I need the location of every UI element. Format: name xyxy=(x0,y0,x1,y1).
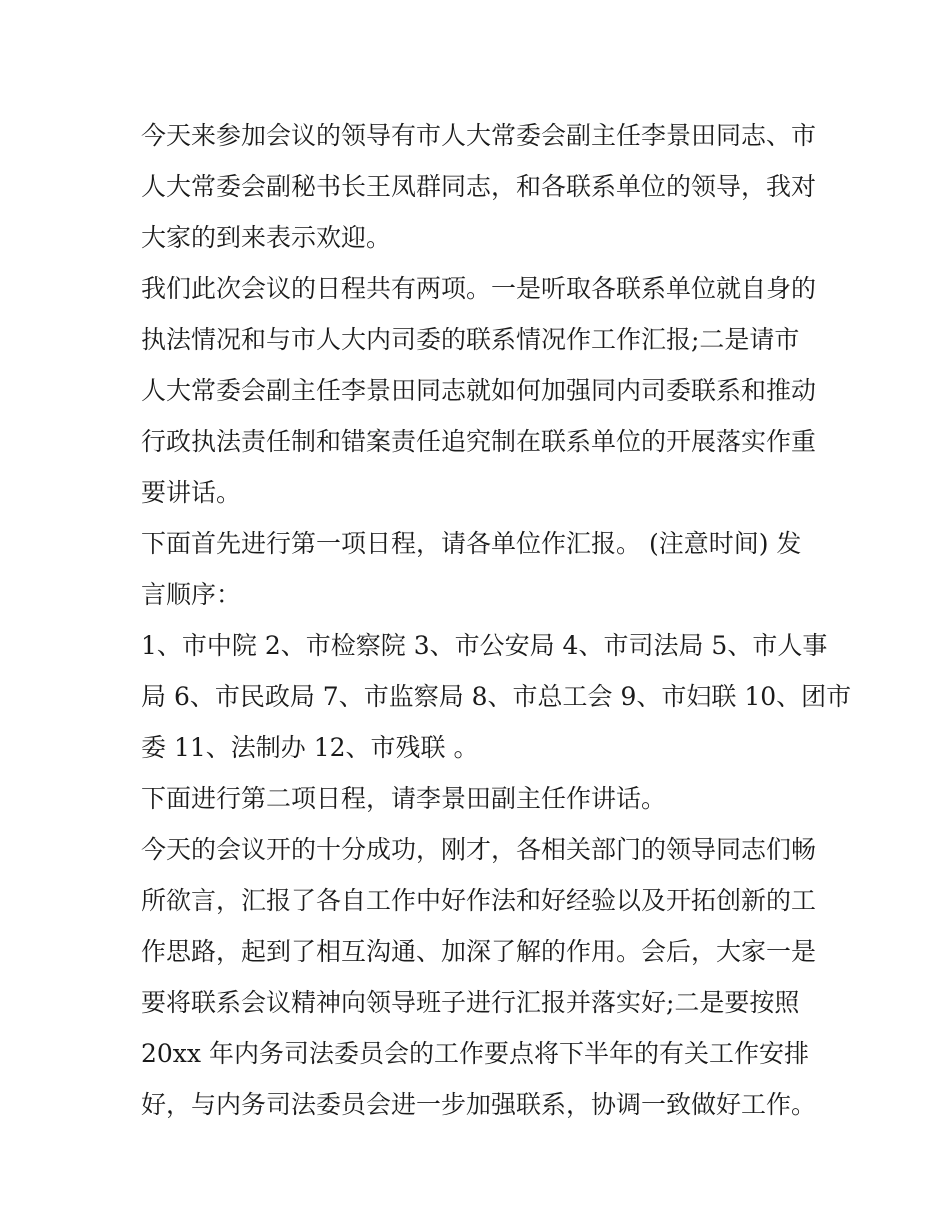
text-line: 行政执法责任制和错案责任追究制在联系单位的开展落实作重 xyxy=(141,427,817,456)
text-line: 所欲言，汇报了各自工作中好作法和好经验以及开拓创新的工 xyxy=(141,886,817,915)
text-line: 下面首先进行第一项日程，请各单位作汇报。 (注意时间) 发 xyxy=(141,529,802,558)
text-line: 作思路，起到了相互沟通、加深了解的作用。会后，大家一是 xyxy=(141,937,817,966)
text-line: 要讲话。 xyxy=(141,478,242,507)
text-line: 今天的会议开的十分成功，刚才，各相关部门的领导同志们畅 xyxy=(141,835,817,864)
text-line: 人大常委会副秘书长王凤群同志，和各联系单位的领导，我对 xyxy=(141,172,817,201)
text-line: 委 11、法制办 12、市残联 。 xyxy=(141,733,479,762)
text-line: 20xx 年内务司法委员会的工作要点将下半年的有关工作安排 xyxy=(141,1039,809,1068)
text-line: 好，与内务司法委员会进一步加强联系，协调一致做好工作。 xyxy=(141,1090,817,1119)
text-line: 局 6、市民政局 7、市监察局 8、市总工会 9、市妇联 10、团市 xyxy=(141,682,852,711)
text-line: 大家的到来表示欢迎。 xyxy=(141,223,392,252)
text-line: 今天来参加会议的领导有市人大常委会副主任李景田同志、市 xyxy=(141,121,817,150)
text-line: 下面进行第二项日程，请李景田副主任作讲话。 xyxy=(141,784,667,813)
text-line: 言顺序： xyxy=(141,580,242,609)
text-line: 人大常委会副主任李景田同志就如何加强同内司委联系和推动 xyxy=(141,376,817,405)
text-line: 1、市中院 2、市检察院 3、市公安局 4、市司法局 5、市人事 xyxy=(141,631,828,660)
text-line: 执法情况和与市人大内司委的联系情况作工作汇报;二是请市 xyxy=(141,325,800,354)
text-line: 我们此次会议的日程共有两项。一是听取各联系单位就自身的 xyxy=(141,274,817,303)
text-line: 要将联系会议精神向领导班子进行汇报并落实好;二是要按照 xyxy=(141,988,800,1017)
document-body xyxy=(141,110,852,1130)
